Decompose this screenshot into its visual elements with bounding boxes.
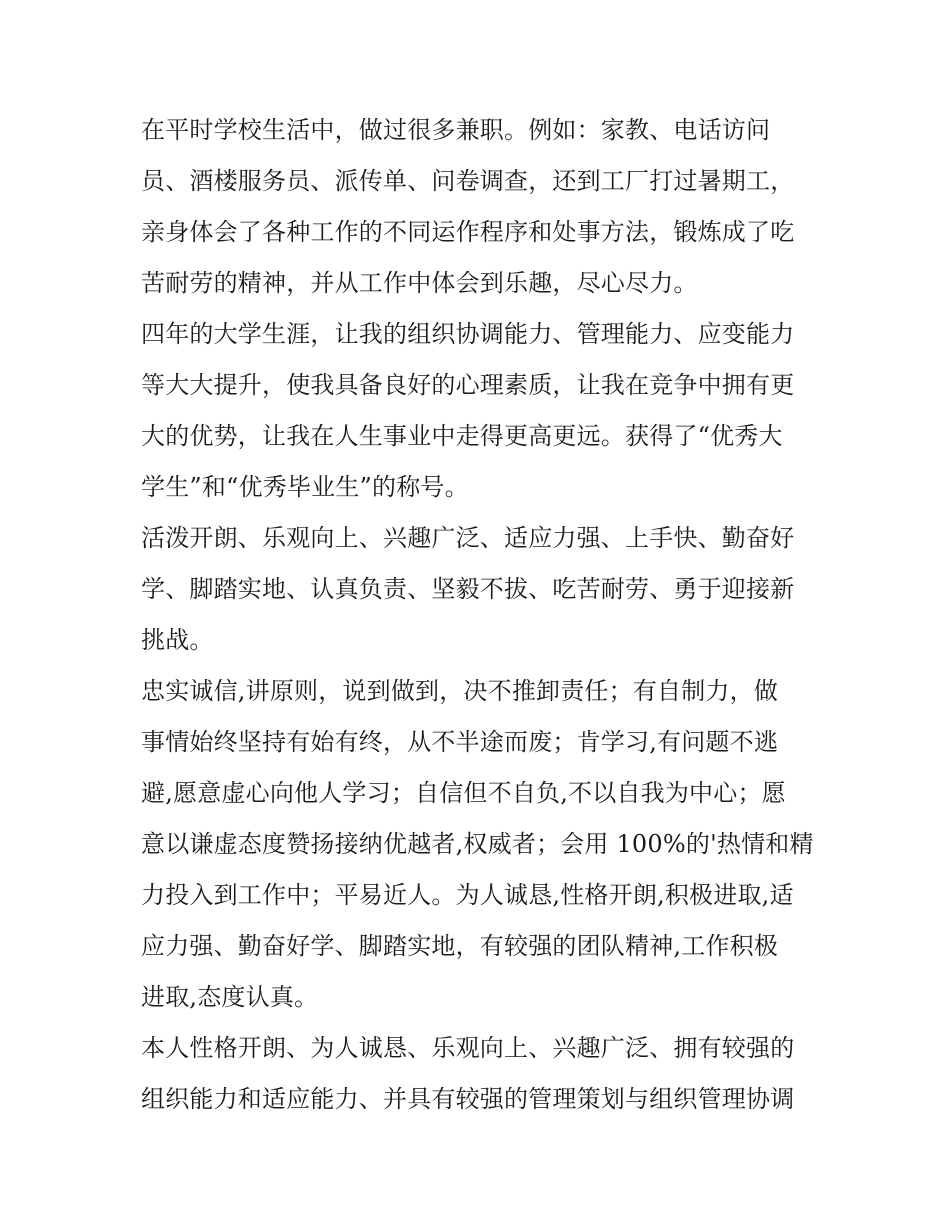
text-line: 四年的大学生涯，让我的组织协调能力、管理能力、应变能力 <box>141 320 795 348</box>
text-line: 大的优势，让我在人生事业中走得更高更远。获得了“优秀大 <box>141 422 783 450</box>
text-line: 应力强、勤奋好学、脚踏实地，有较强的团队精神,工作积极 <box>141 932 779 960</box>
document-body <box>141 105 821 1125</box>
paragraph-part-time-jobs <box>141 105 821 309</box>
text-line: 力投入到工作中；平易近人。为人诚恳,性格开朗,积极进取,适 <box>141 881 794 909</box>
text-line: 挑战。 <box>141 626 214 654</box>
text-line: 活泼开朗、乐观向上、兴趣广泛、适应力强、上手快、勤奋好 <box>141 524 795 552</box>
text-line: 组织能力和适应能力、并具有较强的管理策划与组织管理协调 <box>141 1085 795 1113</box>
text-line: 亲身体会了各种工作的不同运作程序和处事方法，锻炼成了吃 <box>141 218 795 246</box>
text-line: 事情始终坚持有始有终，从不半途而废；肯学习,有问题不逃 <box>141 728 779 756</box>
text-line: 本人性格开朗、为人诚恳、乐观向上、兴趣广泛、拥有较强的 <box>141 1034 795 1062</box>
text-line: 忠实诚信,讲原则，说到做到，决不推卸责任；有自制力，做 <box>141 677 779 705</box>
text-line: 员、酒楼服务员、派传单、问卷调查，还到工厂打过暑期工， <box>141 167 795 195</box>
text-line: 苦耐劳的精神，并从工作中体会到乐趣，尽心尽力。 <box>141 269 698 297</box>
paragraph-university-years <box>141 309 821 513</box>
text-line: 意以谦虚态度赞扬接纳优越者,权威者；会用 100%的'热情和精 <box>141 830 814 858</box>
paragraph-integrity <box>141 666 821 1023</box>
text-line: 在平时学校生活中，做过很多兼职。例如：家教、电话访问 <box>141 116 771 144</box>
paragraph-self-assessment <box>141 1023 821 1125</box>
text-line: 学生”和“优秀毕业生”的称号。 <box>141 473 469 501</box>
paragraph-personality-traits <box>141 513 821 666</box>
text-line: 学、脚踏实地、认真负责、坚毅不拔、吃苦耐劳、勇于迎接新 <box>141 575 795 603</box>
text-line: 等大大提升，使我具备良好的心理素质，让我在竞争中拥有更 <box>141 371 795 399</box>
text-line: 进取,态度认真。 <box>141 983 319 1011</box>
text-line: 避,愿意虚心向他人学习；自信但不自负,不以自我为中心；愿 <box>141 779 786 807</box>
